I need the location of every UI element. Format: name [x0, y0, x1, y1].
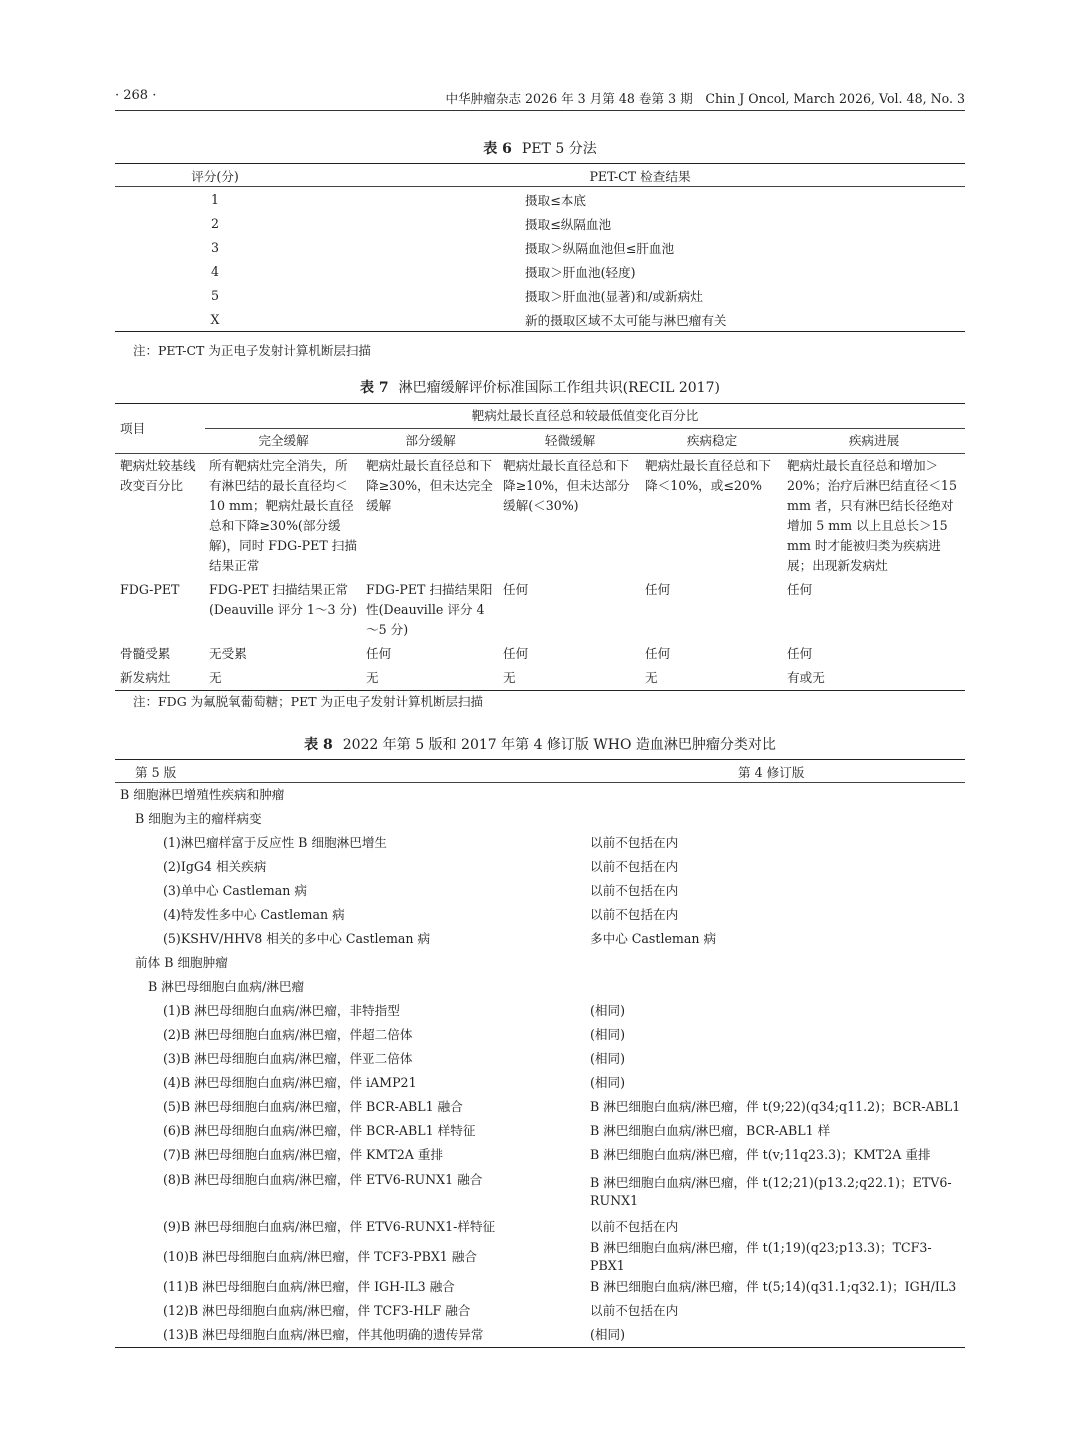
table7-cell-sd: 任何	[645, 582, 671, 597]
table7-cell-pd: 任何	[787, 582, 813, 597]
table7-subheader-mr: 轻微缓解	[499, 429, 641, 454]
table6-row	[115, 211, 965, 235]
table6-result-cell: 新的摄取区域不太可能与淋巴瘤有关	[525, 312, 727, 328]
table7-cell-item: FDG-PET	[120, 582, 180, 597]
table8-cell-5th: (4)B 淋巴母细胞白血病/淋巴瘤，伴 iAMP21	[163, 1075, 417, 1090]
table7-cell-cr: 所有靶病灶完全消失，所有淋巴结的最长直径均＜10 mm；靶病灶最长直径总和下降≥30%(部分缓解)，同时 FDG-PET 扫描结果正常	[209, 458, 357, 573]
table8-row	[115, 951, 965, 975]
table8-cell-4th: B 淋巴细胞白血病/淋巴瘤，伴 t(9;22)(q34;q11.2)；BCR-ABL1	[590, 1099, 961, 1114]
table8-cell-4th: 以前不包括在内	[590, 883, 679, 898]
table8-row	[115, 1023, 965, 1047]
table8-row	[115, 855, 965, 879]
table6-score-cell: 5	[210, 287, 219, 303]
table6-score-cell: 2	[210, 215, 219, 231]
table8-label: 表 8	[304, 737, 333, 753]
table8	[115, 759, 965, 1348]
table6-row	[115, 235, 965, 259]
table6-header-score: 评分(分)	[115, 164, 315, 187]
table8-row	[115, 1275, 965, 1299]
table6-header-row	[115, 164, 965, 187]
table8-header-row	[115, 760, 965, 783]
table8-cell-5th: (5)KSHV/HHV8 相关的多中心 Castleman 病	[163, 931, 431, 946]
table8-title: 2022 年第 5 版和 2017 年第 4 修订版 WHO 造血淋巴肿瘤分类对比	[342, 737, 776, 753]
table8-row	[115, 1095, 965, 1119]
table7-cell-pr: 任何	[366, 646, 392, 661]
table8-row	[115, 1299, 965, 1323]
table7-row	[115, 578, 965, 642]
table7-cell-pr: 无	[366, 670, 379, 685]
table7-header-row-2	[115, 429, 965, 454]
table7-cell-item: 靶病灶较基线改变百分比	[120, 458, 196, 493]
table7-row	[115, 454, 965, 579]
table8-row	[115, 903, 965, 927]
table8-row	[115, 831, 965, 855]
table8-cell-5th: (7)B 淋巴母细胞白血病/淋巴瘤，伴 KMT2A 重排	[163, 1147, 444, 1162]
table6-score-cell: 4	[210, 263, 219, 279]
table7-cell-cr: 无	[209, 670, 222, 685]
table8-cell-4th: (相同)	[590, 1075, 626, 1090]
table8-cell-4th: (相同)	[590, 1327, 626, 1342]
table7-cell-item: 新发病灶	[120, 670, 171, 685]
table6-score-cell: 3	[210, 239, 219, 255]
table6-row	[115, 259, 965, 283]
table8-row	[115, 975, 965, 999]
table6-score-cell: X	[210, 311, 220, 327]
table7-cell-mr: 任何	[503, 646, 529, 661]
table8-cell-4th: (相同)	[590, 1003, 626, 1018]
table8-body	[115, 783, 965, 1348]
table7-subheader-sd: 疾病稳定	[641, 429, 783, 454]
table8-row	[115, 1323, 965, 1348]
table6-title: PET 5 分法	[521, 141, 597, 157]
table7-cell-pd: 任何	[787, 646, 813, 661]
table7-item-header: 项目	[115, 404, 205, 454]
table7-body	[115, 454, 965, 691]
table7-cell-cr: FDG-PET 扫描结果正常(Deauville 评分 1～3 分)	[209, 582, 358, 617]
table7-header-row-1	[115, 404, 965, 429]
table8-cell-5th: (6)B 淋巴母细胞白血病/淋巴瘤，伴 BCR-ABL1 样特征	[163, 1123, 476, 1138]
table6-caption	[115, 138, 965, 158]
table8-row	[115, 1239, 965, 1275]
table8-cell-4th	[588, 807, 965, 831]
table8-header-5th: 第 5 版	[115, 760, 588, 783]
table7-span-header: 靶病灶最长直径总和较最低值变化百分比	[205, 404, 965, 429]
table8-row	[115, 1143, 965, 1167]
table8-cell-4th: B 淋巴细胞白血病/淋巴瘤，伴 t(5;14)(q31.1;q32.1)；IGH/IL3	[590, 1279, 957, 1294]
table8-cell-5th: (3)B 淋巴母细胞白血病/淋巴瘤，伴亚二倍体	[163, 1051, 413, 1066]
table8-cell-4th: (相同)	[590, 1027, 626, 1042]
table8-row	[115, 783, 965, 808]
table7-cell-pd: 靶病灶最长直径总和增加＞20%；治疗后淋巴结直径＜15 mm 者，只有淋巴结长径绝对增加 5 mm 以上且总长＞15 mm 时才能被归类为疾病进展；出现新发病灶	[787, 458, 957, 573]
table8-cell-4th: B 淋巴细胞白血病/淋巴瘤，BCR-ABL1 样	[590, 1123, 831, 1138]
table8-cell-5th: (12)B 淋巴母细胞白血病/淋巴瘤，伴 TCF3-HLF 融合	[163, 1303, 471, 1318]
table7-row	[115, 642, 965, 666]
table8-cell-4th: 以前不包括在内	[590, 1303, 679, 1318]
table7-cell-pd: 有或无	[787, 670, 825, 685]
table8-row	[115, 1047, 965, 1071]
table6-note: 注：PET-CT 为正电子发射计算机断层扫描	[133, 343, 371, 358]
table8-cell-5th: (2)IgG4 相关疾病	[163, 859, 267, 874]
table6-result-cell: 摄取≤纵隔血池	[525, 216, 612, 232]
table7-cell-item: 骨髓受累	[120, 646, 171, 661]
table8-cell-4th: 以前不包括在内	[590, 835, 679, 850]
table7-title: 淋巴瘤缓解评价标准国际工作组共识(RECIL 2017)	[398, 380, 720, 396]
page-number: · 268 ·	[115, 88, 157, 103]
table8-cell-4th: 多中心 Castleman 病	[590, 931, 717, 946]
table8-cell-5th: B 淋巴母细胞白血病/淋巴瘤	[148, 979, 305, 994]
table7-cell-sd: 任何	[645, 646, 671, 661]
table8-cell-4th: 以前不包括在内	[590, 859, 679, 874]
table6	[115, 163, 965, 332]
table6-header-result: PET-CT 检查结果	[315, 164, 965, 187]
table7	[115, 403, 965, 691]
table7-subheader-pd: 疾病进展	[783, 429, 965, 454]
table6-label: 表 6	[483, 141, 512, 157]
table7-cell-pr: FDG-PET 扫描结果阳性(Deauville 评分 4～5 分)	[366, 582, 493, 637]
table8-caption	[115, 734, 965, 754]
table8-cell-4th: B 淋巴细胞白血病/淋巴瘤，伴 t(12;21)(p13.2;q22.1)；ETV6-RUNX1	[590, 1175, 952, 1208]
table8-cell-5th: (11)B 淋巴母细胞白血病/淋巴瘤，伴 IGH-IL3 融合	[163, 1279, 455, 1294]
table7-cell-mr: 靶病灶最长直径总和下降≥10%，但未达部分缓解(＜30%)	[503, 458, 630, 513]
table8-header-4th: 第 4 修订版	[588, 760, 965, 783]
table8-cell-4th	[588, 951, 965, 975]
page-header	[115, 88, 965, 111]
table7-cell-sd: 无	[645, 670, 658, 685]
table8-cell-4th	[588, 975, 965, 999]
table8-cell-4th: 以前不包括在内	[590, 1219, 679, 1234]
table8-row	[115, 807, 965, 831]
table8-cell-4th: B 淋巴细胞白血病/淋巴瘤，伴 t(v;11q23.3)；KMT2A 重排	[590, 1147, 931, 1162]
table8-cell-4th: (相同)	[590, 1051, 626, 1066]
table8-row	[115, 1119, 965, 1143]
table8-cell-5th: B 细胞淋巴增殖性疾病和肿瘤	[120, 787, 285, 802]
table8-cell-5th: (9)B 淋巴母细胞白血病/淋巴瘤，伴 ETV6-RUNX1-样特征	[163, 1219, 496, 1234]
table8-cell-4th	[588, 783, 965, 808]
table7-label: 表 7	[360, 380, 389, 396]
table8-row	[115, 1167, 965, 1215]
table8-row	[115, 999, 965, 1023]
table7-subheader-pr: 部分缓解	[362, 429, 499, 454]
table8-cell-4th: B 淋巴细胞白血病/淋巴瘤，伴 t(1;19)(q23;p13.3)；TCF3-PBX1	[590, 1240, 932, 1273]
table8-cell-5th: (3)单中心 Castleman 病	[163, 883, 307, 898]
table7-cell-pr: 靶病灶最长直径总和下降≥30%，但未达完全缓解	[366, 458, 493, 513]
table8-row	[115, 1071, 965, 1095]
table8-row	[115, 1215, 965, 1239]
table8-cell-5th: (13)B 淋巴母细胞白血病/淋巴瘤，伴其他明确的遗传异常	[163, 1327, 484, 1342]
table7-note: 注：FDG 为氟脱氧葡萄糖；PET 为正电子发射计算机断层扫描	[133, 694, 484, 709]
table7-cell-cr: 无受累	[209, 646, 247, 661]
table7-cell-mr: 无	[503, 670, 516, 685]
table6-row	[115, 187, 965, 212]
table7-row	[115, 666, 965, 691]
table7-cell-mr: 任何	[503, 582, 529, 597]
table8-row	[115, 927, 965, 951]
table7-subheader-cr: 完全缓解	[205, 429, 362, 454]
table6-result-cell: 摄取＞肝血池(轻度)	[525, 264, 636, 280]
table6-row	[115, 283, 965, 307]
table8-cell-5th: (10)B 淋巴母细胞白血病/淋巴瘤，伴 TCF3-PBX1 融合	[163, 1249, 478, 1264]
table8-cell-5th: (1)淋巴瘤样富于反应性 B 细胞淋巴增生	[163, 835, 388, 850]
table8-cell-5th: (1)B 淋巴母细胞白血病/淋巴瘤，非特指型	[163, 1003, 400, 1018]
table8-cell-5th: (2)B 淋巴母细胞白血病/淋巴瘤，伴超二倍体	[163, 1027, 413, 1042]
table8-cell-4th: 以前不包括在内	[590, 907, 679, 922]
table6-result-cell: 摄取≤本底	[525, 192, 586, 208]
table6-result-cell: 摄取＞纵隔血池但≤肝血池	[525, 240, 675, 256]
journal-title: 中华肿瘤杂志 2026 年 3 月第 48 卷第 3 期 Chin J Oncol, March 2026, Vol. 48, No. 3	[445, 91, 965, 106]
table8-cell-5th: 前体 B 细胞肿瘤	[135, 955, 228, 970]
table8-cell-5th: (8)B 淋巴母细胞白血病/淋巴瘤，伴 ETV6-RUNX1 融合	[163, 1172, 483, 1187]
table8-row	[115, 879, 965, 903]
table7-caption	[115, 377, 965, 397]
table8-cell-5th: (5)B 淋巴母细胞白血病/淋巴瘤，伴 BCR-ABL1 融合	[163, 1099, 463, 1114]
table8-cell-5th: B 细胞为主的瘤样病变	[135, 811, 262, 826]
table6-score-cell: 1	[210, 191, 219, 207]
table8-cell-5th: (4)特发性多中心 Castleman 病	[163, 907, 345, 922]
table6-body	[115, 187, 965, 332]
table7-cell-sd: 靶病灶最长直径总和下降＜10%，或≤20%	[645, 458, 771, 493]
table6-row	[115, 307, 965, 332]
table6-result-cell: 摄取＞肝血池(显著)和/或新病灶	[525, 288, 703, 304]
